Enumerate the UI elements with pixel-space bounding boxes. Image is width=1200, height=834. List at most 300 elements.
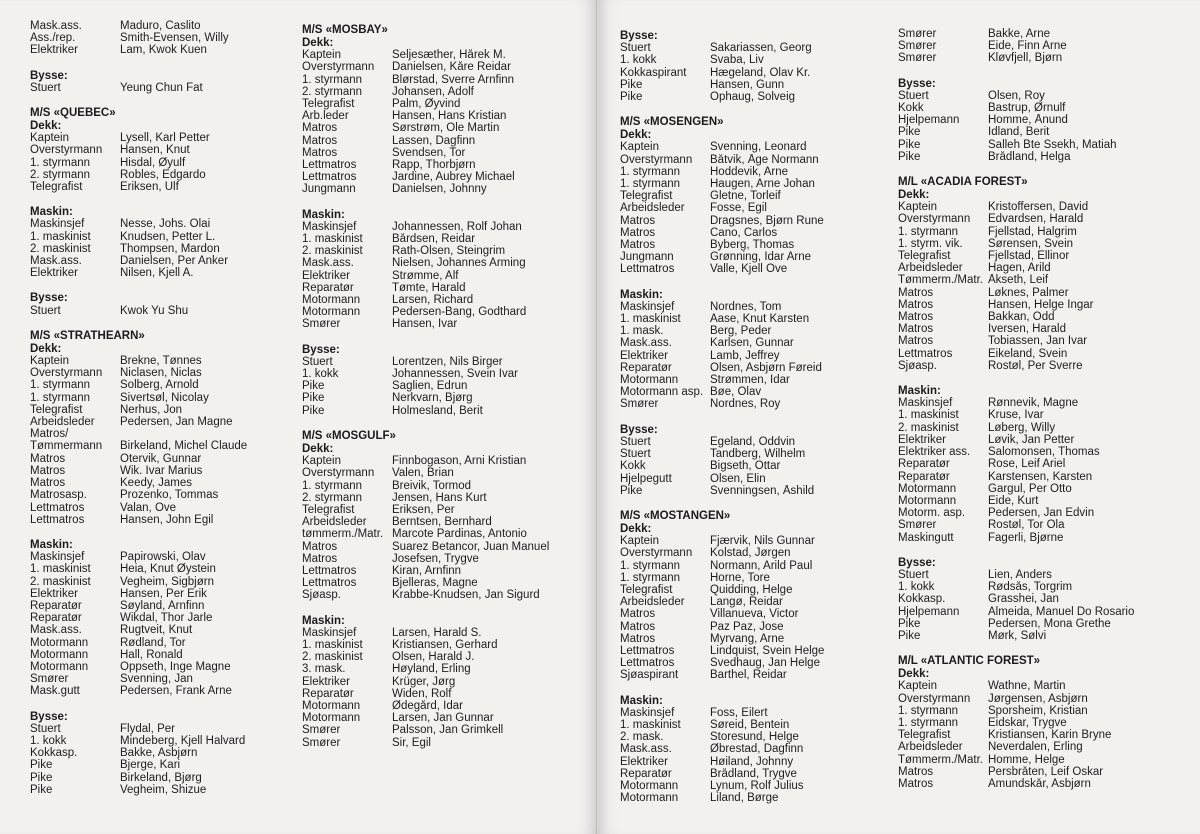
crew-row bbox=[898, 40, 1178, 52]
crew-row bbox=[620, 608, 900, 620]
crew-row bbox=[30, 379, 310, 391]
crew-name: Grønning, Idar Arne bbox=[710, 251, 811, 264]
crew-row bbox=[898, 446, 1178, 458]
crew-row bbox=[30, 747, 310, 759]
crew-role: 1. kokk bbox=[302, 368, 339, 381]
crew-role: Kaptein bbox=[302, 455, 342, 468]
crew-name: Valan, Ove bbox=[120, 501, 177, 514]
crew-role: Overstyrmann bbox=[898, 692, 971, 705]
crew-name: Flydal, Per bbox=[120, 722, 175, 735]
crew-row bbox=[302, 504, 582, 516]
department-heading: Dekk: bbox=[620, 129, 652, 142]
crew-row bbox=[302, 159, 582, 171]
crew-row bbox=[302, 528, 582, 540]
crew-role: Mask.ass. bbox=[30, 255, 82, 268]
crew-section bbox=[302, 615, 582, 749]
crew-role: Matros/ bbox=[30, 428, 69, 441]
crew-row bbox=[30, 255, 310, 267]
crew-role: Overstyrmann bbox=[302, 467, 375, 480]
ship-name: M/S «STRATHEARN» bbox=[30, 329, 145, 342]
crew-row bbox=[620, 301, 900, 313]
crew-name: Hansen, Helge Ingar bbox=[988, 298, 1094, 311]
crew-name: Oppseth, Inge Magne bbox=[120, 660, 231, 673]
crew-role: Smører bbox=[898, 519, 937, 532]
crew-row bbox=[30, 404, 310, 416]
crew-name: Salleh Bte Ssekh, Matiah bbox=[988, 138, 1117, 151]
crew-row bbox=[302, 676, 582, 688]
crew-role: Telegrafist bbox=[302, 503, 355, 516]
crew-role: Elektriker bbox=[302, 269, 350, 282]
crew-role: Elektriker bbox=[620, 349, 668, 362]
crew-name: Otervik, Gunnar bbox=[120, 452, 202, 465]
crew-name: Hansen, John Egil bbox=[120, 513, 214, 526]
crew-row bbox=[620, 485, 900, 497]
crew-row bbox=[30, 759, 310, 771]
crew-role: 2. maskinist bbox=[30, 575, 91, 588]
crew-name: Sørstrøm, Ole Martin bbox=[392, 122, 500, 135]
crew-row bbox=[898, 28, 1178, 40]
crew-name: Danielsen, Per Anker bbox=[120, 255, 229, 268]
crew-name: Eriksen, Per bbox=[392, 503, 455, 516]
crew-role: Stuert bbox=[620, 448, 651, 461]
crew-name: Kristiansen, Karin Bryne bbox=[988, 729, 1112, 742]
crew-name: Pedersen, Jan Edvin bbox=[988, 507, 1095, 520]
crew-name: Fjellstad, Halgrim bbox=[988, 225, 1077, 238]
crew-row bbox=[620, 448, 900, 460]
crew-row bbox=[620, 202, 900, 214]
crew-role: Reparatør bbox=[302, 281, 354, 294]
crew-name: Fosse, Egil bbox=[710, 202, 767, 215]
crew-row bbox=[620, 362, 900, 374]
crew-name: Høyland, Erling bbox=[392, 663, 471, 676]
crew-role: Motormann bbox=[302, 699, 361, 712]
crew-section bbox=[30, 292, 310, 316]
crew-row bbox=[30, 267, 310, 279]
crew-row bbox=[898, 593, 1178, 605]
crew-section bbox=[30, 711, 310, 796]
crew-role: Lettmatros bbox=[898, 347, 953, 360]
crew-row bbox=[898, 287, 1178, 299]
crew-role: Matrosasp. bbox=[30, 489, 87, 502]
crew-role: Matros bbox=[620, 632, 656, 645]
crew-row bbox=[30, 735, 310, 747]
crew-role: Matros bbox=[898, 777, 934, 790]
crew-role: Maskinsjef bbox=[302, 220, 357, 233]
crew-name: Vegheim, Sigbjørn bbox=[120, 575, 214, 588]
crew-row bbox=[898, 458, 1178, 470]
crew-section bbox=[620, 289, 900, 411]
crew-name: Hoddevik, Arne bbox=[710, 165, 788, 178]
crew-role: Overstyrmann bbox=[620, 547, 693, 560]
crew-role: Tømmerm./Matr. bbox=[898, 274, 983, 287]
crew-row bbox=[30, 367, 310, 379]
crew-role: 1. styrmann bbox=[620, 178, 681, 191]
crew-role: Telegrafist bbox=[620, 190, 673, 203]
crew-name: Berntsen, Bernhard bbox=[392, 516, 492, 529]
crew-role: Lettmatros bbox=[30, 501, 85, 514]
crew-role: Jungmann bbox=[620, 251, 674, 264]
department-heading: Maskin: bbox=[30, 538, 73, 551]
crew-role: Telegrafist bbox=[302, 98, 355, 111]
crew-row bbox=[620, 54, 900, 66]
crew-role: Overstyrmann bbox=[30, 367, 103, 380]
crew-role: 1. maskinist bbox=[30, 563, 91, 576]
crew-row bbox=[898, 483, 1178, 495]
crew-row bbox=[30, 673, 310, 685]
crew-row bbox=[302, 61, 582, 73]
crew-role: Kaptein bbox=[620, 535, 660, 548]
crew-name: Edvardsen, Harald bbox=[988, 213, 1084, 226]
crew-name: Normann, Arild Paul bbox=[710, 559, 813, 572]
crew-name: Svendsen, Tor bbox=[392, 146, 466, 159]
crew-role: Pike bbox=[620, 484, 643, 497]
crew-name: Birkeland, Bjørg bbox=[120, 771, 202, 784]
department-heading: Maskin: bbox=[898, 385, 941, 398]
crew-row bbox=[620, 768, 900, 780]
crew-row bbox=[30, 355, 310, 367]
crew-row bbox=[620, 386, 900, 398]
crew-row bbox=[620, 313, 900, 325]
right-column-1 bbox=[620, 30, 900, 817]
crew-role: Jungmann bbox=[302, 183, 356, 196]
department-heading: Dekk: bbox=[302, 442, 334, 455]
crew-role: 1. styrmann bbox=[30, 379, 91, 392]
crew-row bbox=[620, 91, 900, 103]
crew-role: Matros bbox=[302, 540, 338, 553]
crew-name: Johansen, Adolf bbox=[392, 85, 474, 98]
crew-name: Wikdal, Thor Jarle bbox=[120, 612, 213, 625]
crew-row bbox=[898, 238, 1178, 250]
crew-section bbox=[302, 24, 582, 196]
crew-name: Foss, Eilert bbox=[710, 706, 768, 719]
crew-row bbox=[620, 584, 900, 596]
left-page bbox=[0, 0, 597, 834]
crew-role: Overstyrmann bbox=[620, 153, 693, 166]
crew-row bbox=[620, 596, 900, 608]
crew-name: Almeida, Manuel Do Rosario bbox=[988, 605, 1135, 618]
crew-section bbox=[302, 209, 582, 331]
crew-name: Larsen, Richard bbox=[392, 294, 474, 307]
crew-name: Brekne, Tønnes bbox=[120, 355, 202, 368]
crew-row bbox=[898, 151, 1178, 163]
crew-row bbox=[302, 183, 582, 195]
crew-role: Pike bbox=[302, 380, 325, 393]
crew-name: Egeland, Oddvin bbox=[710, 435, 796, 448]
crew-name: Lamb, Jeffrey bbox=[710, 349, 780, 362]
crew-name: Neverdalen, Erling bbox=[988, 741, 1083, 754]
crew-role: Reparatør bbox=[302, 687, 354, 700]
crew-name: Idland, Berit bbox=[988, 126, 1050, 139]
crew-role: Arbeidsleder bbox=[620, 202, 685, 215]
crew-section bbox=[898, 28, 1178, 65]
crew-name: Johannessen, Rolf Johan bbox=[392, 220, 522, 233]
crew-role: Matros bbox=[620, 214, 656, 227]
crew-role: Matros bbox=[620, 620, 656, 633]
crew-row bbox=[302, 270, 582, 282]
crew-role: Motormann bbox=[302, 306, 361, 319]
crew-role: Stuert bbox=[620, 42, 651, 55]
crew-row bbox=[30, 661, 310, 673]
right-page bbox=[598, 0, 1200, 834]
crew-row bbox=[898, 717, 1178, 729]
crew-name: Kristoffersen, David bbox=[988, 201, 1089, 214]
department-heading: Dekk: bbox=[898, 189, 930, 202]
crew-section bbox=[898, 385, 1178, 544]
crew-row bbox=[620, 79, 900, 91]
crew-row bbox=[898, 102, 1178, 114]
crew-name: Kristiansen, Gerhard bbox=[392, 638, 498, 651]
crew-row bbox=[620, 337, 900, 349]
crew-name: Mindeberg, Kjell Halvard bbox=[120, 734, 246, 747]
crew-name: Holmesland, Berit bbox=[392, 404, 483, 417]
crew-name: Rødland, Tor bbox=[120, 636, 186, 649]
crew-row bbox=[30, 144, 310, 156]
crew-name: Widen, Rolf bbox=[392, 687, 452, 700]
crew-name: Hansen, Ivar bbox=[392, 318, 458, 331]
crew-role: Kaptein bbox=[898, 201, 938, 214]
crew-row bbox=[620, 239, 900, 251]
crew-name: Haugen, Arne Johan bbox=[710, 178, 815, 191]
crew-row bbox=[30, 637, 310, 649]
crew-row bbox=[30, 428, 310, 440]
crew-role: Matros bbox=[30, 464, 66, 477]
crew-row bbox=[30, 44, 310, 56]
crew-row bbox=[620, 572, 900, 584]
crew-role: Maskinsjef bbox=[620, 706, 675, 719]
crew-role: Motormann asp. bbox=[620, 386, 704, 399]
crew-name: Brådland, Helga bbox=[988, 150, 1071, 163]
crew-role: Kaptein bbox=[620, 141, 660, 154]
crew-name: Maduro, Caslito bbox=[120, 20, 201, 32]
crew-row bbox=[302, 257, 582, 269]
crew-name: Papirowski, Olav bbox=[120, 551, 206, 564]
crew-name: Rapp, Thorbjørn bbox=[392, 159, 476, 172]
crew-name: Hansen, Hans Kristian bbox=[392, 110, 507, 123]
department-heading: Bysse: bbox=[620, 30, 658, 42]
department-heading: Dekk: bbox=[30, 342, 62, 355]
crew-role: Ass./rep. bbox=[30, 32, 76, 45]
crew-role: 1. styrmann bbox=[30, 156, 91, 169]
crew-name: Svenning, Jan bbox=[120, 673, 193, 686]
crew-name: Bigseth, Ottar bbox=[710, 460, 781, 473]
crew-row bbox=[30, 563, 310, 575]
crew-name: Hagen, Arild bbox=[988, 262, 1051, 275]
crew-role: 1. kokk bbox=[898, 581, 935, 594]
crew-name: Salomonsen, Thomas bbox=[988, 446, 1100, 459]
crew-role: Lettmatros bbox=[302, 564, 357, 577]
crew-name: Bakke, Arne bbox=[988, 28, 1051, 40]
crew-name: Knudsen, Petter L. bbox=[120, 230, 216, 243]
crew-name: Løberg, Willy bbox=[988, 421, 1056, 434]
crew-name: Grasshei, Jan bbox=[988, 593, 1059, 606]
crew-role: Elektriker bbox=[30, 44, 78, 57]
crew-role: Arbeidsleder bbox=[30, 416, 95, 429]
crew-row bbox=[898, 250, 1178, 262]
crew-role: Pike bbox=[898, 629, 921, 642]
crew-section bbox=[30, 206, 310, 279]
crew-role: Kokk bbox=[620, 460, 646, 473]
crew-row bbox=[898, 213, 1178, 225]
crew-row bbox=[302, 282, 582, 294]
crew-name: Robles, Edgardo bbox=[120, 168, 206, 181]
crew-name: Nerkvarn, Bjørg bbox=[392, 392, 473, 405]
crew-name: Bårdsen, Reidar bbox=[392, 233, 476, 246]
crew-row bbox=[30, 772, 310, 784]
crew-name: Heia, Knut Øystein bbox=[120, 563, 216, 576]
crew-role: Reparatør bbox=[30, 612, 82, 625]
crew-role: 1. styrmann bbox=[302, 73, 363, 86]
crew-row bbox=[620, 633, 900, 645]
crew-row bbox=[30, 132, 310, 144]
crew-name: Jensen, Hans Kurt bbox=[392, 491, 487, 504]
crew-row bbox=[620, 731, 900, 743]
crew-role: Hjelpemann bbox=[898, 114, 960, 127]
crew-role: 2. maskinist bbox=[302, 651, 363, 664]
crew-name: Lam, Kwok Kuen bbox=[120, 44, 207, 57]
crew-role: Kaptein bbox=[30, 132, 70, 145]
crew-role: Matros bbox=[302, 122, 338, 135]
crew-row bbox=[898, 766, 1178, 778]
crew-row bbox=[898, 471, 1178, 483]
crew-row bbox=[898, 606, 1178, 618]
crew-role: Smører bbox=[620, 398, 659, 411]
crew-row bbox=[30, 723, 310, 735]
crew-row bbox=[620, 547, 900, 559]
crew-row bbox=[302, 688, 582, 700]
crew-row bbox=[30, 392, 310, 404]
crew-name: Tandberg, Wilhelm bbox=[710, 448, 806, 461]
crew-name: Bastrup, Ørnulf bbox=[988, 102, 1066, 115]
crew-role: Motormann bbox=[898, 482, 957, 495]
crew-name: Pedersen, Jan Magne bbox=[120, 416, 233, 429]
crew-name: Josefsen, Trygve bbox=[392, 552, 479, 565]
crew-role: Stuert bbox=[898, 568, 929, 581]
crew-role: Telegrafist bbox=[898, 250, 951, 263]
crew-role: Maskingutt bbox=[898, 531, 954, 544]
crew-name: Søreid, Bentein bbox=[710, 718, 790, 731]
crew-row bbox=[620, 436, 900, 448]
crew-row bbox=[898, 532, 1178, 544]
crew-name: Hægeland, Olav Kr. bbox=[710, 66, 811, 79]
crew-name: Sørensen, Svein bbox=[988, 237, 1074, 250]
crew-name: Ødegård, Idar bbox=[392, 699, 463, 712]
crew-name: Hansen, Gunn bbox=[710, 78, 785, 91]
crew-name: Finnbogason, Arni Kristian bbox=[392, 455, 527, 468]
crew-name: Quidding, Helge bbox=[710, 583, 793, 596]
crew-row bbox=[302, 221, 582, 233]
crew-name: Cano, Carlos bbox=[710, 226, 778, 239]
department-heading: Bysse: bbox=[620, 423, 658, 436]
crew-role: Lettmatros bbox=[302, 577, 357, 590]
crew-name: Ophaug, Solveig bbox=[710, 91, 796, 104]
crew-role: Motormann bbox=[302, 712, 361, 725]
crew-section bbox=[898, 176, 1178, 372]
crew-section bbox=[620, 424, 900, 497]
crew-name: Liland, Børge bbox=[710, 792, 779, 805]
crew-role: 2. maskinist bbox=[302, 245, 363, 258]
crew-name: Lynum, Rolf Julius bbox=[710, 779, 804, 792]
crew-row bbox=[620, 669, 900, 681]
crew-name: Hisdal, Øyulf bbox=[120, 156, 186, 169]
crew-row bbox=[30, 514, 310, 526]
crew-role: Reparatør bbox=[898, 470, 950, 483]
crew-row bbox=[898, 126, 1178, 138]
crew-row bbox=[898, 262, 1178, 274]
crew-row bbox=[898, 226, 1178, 238]
crew-row bbox=[302, 49, 582, 61]
crew-name: Lien, Anders bbox=[988, 568, 1052, 581]
crew-row bbox=[620, 350, 900, 362]
crew-name: Blørstad, Sverre Arnfinn bbox=[392, 73, 515, 86]
crew-name: Høiland, Johnny bbox=[710, 755, 794, 768]
crew-role: Motormann bbox=[898, 494, 957, 507]
crew-name: Marcote Pardinas, Antonio bbox=[392, 528, 527, 541]
crew-section bbox=[620, 695, 900, 805]
crew-name: Saglien, Edrun bbox=[392, 380, 468, 393]
crew-name: Øbrestad, Dagfinn bbox=[710, 743, 804, 756]
crew-row bbox=[30, 82, 310, 94]
crew-name: Homme, Ånund bbox=[988, 114, 1068, 127]
crew-name: Lindquist, Svein Helge bbox=[710, 644, 825, 657]
crew-role: Telegrafist bbox=[30, 181, 83, 194]
crew-row bbox=[620, 178, 900, 190]
crew-role: Telegrafist bbox=[898, 729, 951, 742]
crew-name: Fagerli, Bjørne bbox=[988, 531, 1064, 544]
crew-role: Elektriker bbox=[30, 267, 78, 280]
crew-name: Eide, Kurt bbox=[988, 494, 1039, 507]
ship-name: M/S «MOSTANGEN» bbox=[620, 509, 731, 522]
crew-row bbox=[898, 397, 1178, 409]
crew-name: Jørgensen, Asbjørn bbox=[988, 692, 1088, 705]
crew-name: Storesund, Helge bbox=[710, 731, 799, 744]
crew-name: Rath-Olsen, Steingrim bbox=[392, 245, 506, 258]
crew-name: Fjellstad, Ellinor bbox=[988, 250, 1070, 263]
crew-row bbox=[620, 473, 900, 485]
crew-role: Matros bbox=[898, 286, 934, 299]
crew-role: Kokkasp. bbox=[30, 747, 78, 760]
crew-name: Svedhaug, Jan Helge bbox=[710, 657, 820, 670]
crew-row bbox=[898, 680, 1178, 692]
crew-role: Sjøaspirant bbox=[620, 669, 679, 682]
crew-name: Løknes, Palmer bbox=[988, 286, 1069, 299]
department-heading: Bysse: bbox=[30, 710, 68, 723]
department-heading: Dekk: bbox=[898, 668, 930, 681]
crew-role: 1. kokk bbox=[30, 734, 67, 747]
crew-role: Smører bbox=[898, 52, 937, 65]
crew-row bbox=[898, 729, 1178, 741]
crew-row bbox=[302, 516, 582, 528]
crew-name: Berg, Peder bbox=[710, 325, 772, 338]
crew-name: Barthel, Reidar bbox=[710, 669, 787, 682]
crew-row bbox=[302, 627, 582, 639]
crew-row bbox=[898, 507, 1178, 519]
crew-row bbox=[620, 42, 900, 54]
crew-row bbox=[30, 576, 310, 588]
crew-row bbox=[302, 455, 582, 467]
crew-row bbox=[898, 274, 1178, 286]
crew-role: 1. maskinist bbox=[620, 718, 681, 731]
crew-role: Smører bbox=[898, 40, 937, 53]
crew-role: Smører bbox=[302, 736, 341, 749]
crew-role: Pike bbox=[898, 126, 921, 139]
crew-role: Matros bbox=[620, 608, 656, 621]
crew-role: Motormann bbox=[30, 636, 89, 649]
crew-role: Stuert bbox=[302, 355, 333, 368]
crew-role: Matros bbox=[898, 311, 934, 324]
crew-row bbox=[898, 693, 1178, 705]
crew-row bbox=[898, 52, 1178, 64]
crew-section bbox=[620, 116, 900, 275]
